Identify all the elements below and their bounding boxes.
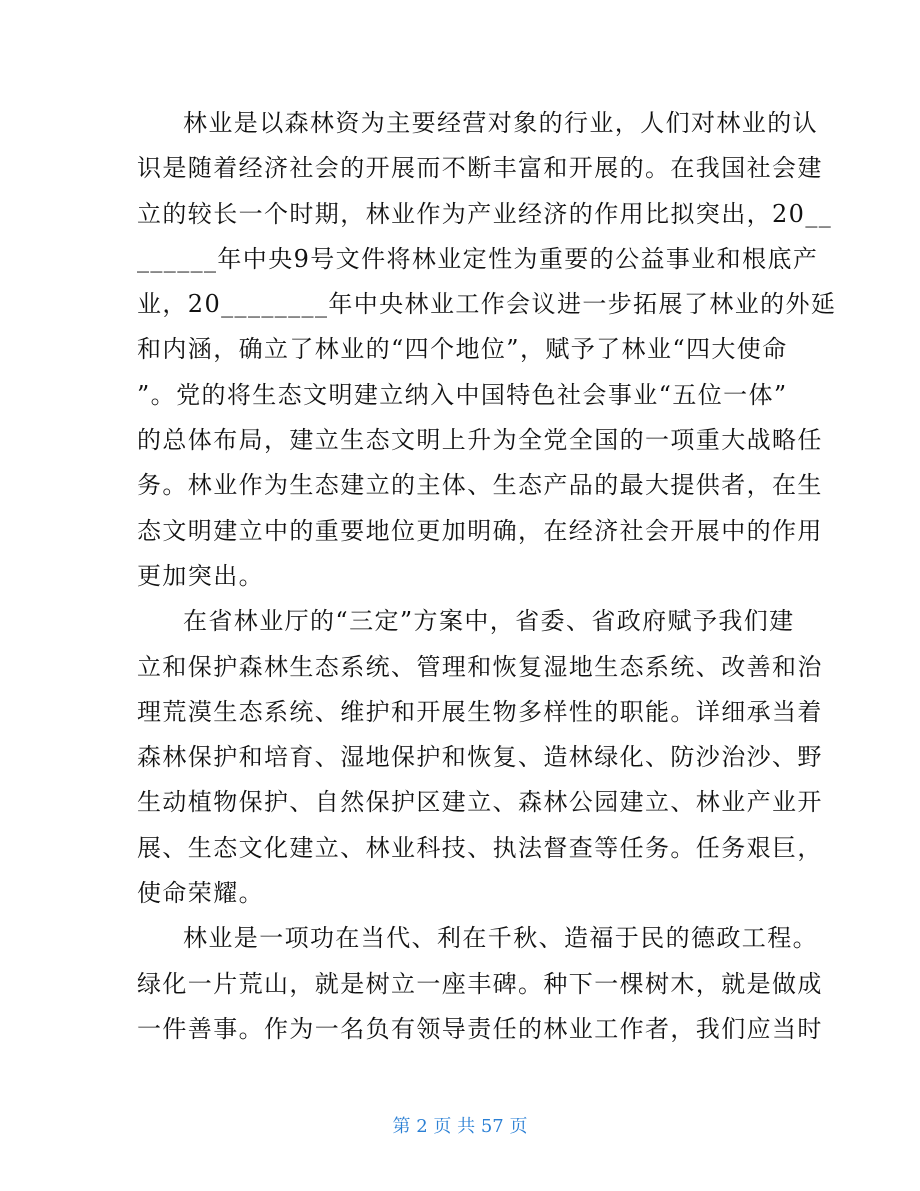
paragraph-3-line-3: 一件善事。作为一名负有领导责任的林业工作者，我们应当时 <box>137 1014 823 1043</box>
paragraph-1-line-8: 的总体布局，建立生态文明上升为全党全国的一项重大战略任 <box>137 426 823 455</box>
paragraph-1-line-7: ”。党的将生态文明建立纳入中国特色社会事业“五位一体” <box>137 380 788 409</box>
body-text <box>137 101 837 1052</box>
paragraph-2-line-7: 使命荣耀。 <box>137 879 264 908</box>
paragraph-1-line-2: 识是随着经济社会的开展而不断丰富和开展的。在我国社会建 <box>137 154 823 183</box>
paragraph-1-line-3: 立的较长一个时期，林业作为产业经济的作用比拟突出，20__ <box>137 199 833 228</box>
paragraph-2-line-6: 展、生态文化建立、林业科技、执法督查等任务。任务艰巨， <box>137 833 823 862</box>
paragraph-2-line-1: 在省林业厅的“三定”方案中，省委、省政府赋予我们建 <box>183 607 795 636</box>
paragraph-2-line-4: 森林保护和培育、湿地保护和恢复、造林绿化、防沙治沙、野 <box>137 743 823 772</box>
paragraph-2-line-2: 立和保护森林生态系统、管理和恢复湿地生态系统、改善和治 <box>137 652 823 681</box>
paragraph-3-line-1: 林业是一项功在当代、利在千秋、造福于民的德政工程。 <box>183 924 818 953</box>
paragraph-2-line-3: 理荒漠生态系统、维护和开展生物多样性的职能。详细承当着 <box>137 697 823 726</box>
paragraph-1-line-5: 业，20________年中央林业工作会议进一步拓展了林业的外延 <box>137 290 837 319</box>
paragraph-1-line-6: 和内涵，确立了林业的“四个地位”，赋予了林业“四大使命 <box>137 335 788 364</box>
page-number: 第 2 页 共 57 页 <box>392 1116 528 1137</box>
paragraph-1-line-4: ______年中央9号文件将林业定性为重要的公益事业和根底产 <box>137 244 819 273</box>
paragraph-1-line-10: 态文明建立中的重要地位更加明确，在经济社会开展中的作用 <box>137 516 823 545</box>
paragraph-1-line-11: 更加突出。 <box>137 561 264 590</box>
paragraph-1-line-1: 林业是以森林资为主要经营对象的行业，人们对林业的认 <box>183 109 818 137</box>
paragraph-2-line-5: 生动植物保护、自然保护区建立、森林公园建立、林业产业开 <box>137 788 823 817</box>
paragraph-3-line-2: 绿化一片荒山，就是树立一座丰碑。种下一棵树木，就是做成 <box>137 969 823 998</box>
paragraph-1-line-9: 务。林业作为生态建立的主体、生态产品的最大提供者，在生 <box>137 471 823 500</box>
